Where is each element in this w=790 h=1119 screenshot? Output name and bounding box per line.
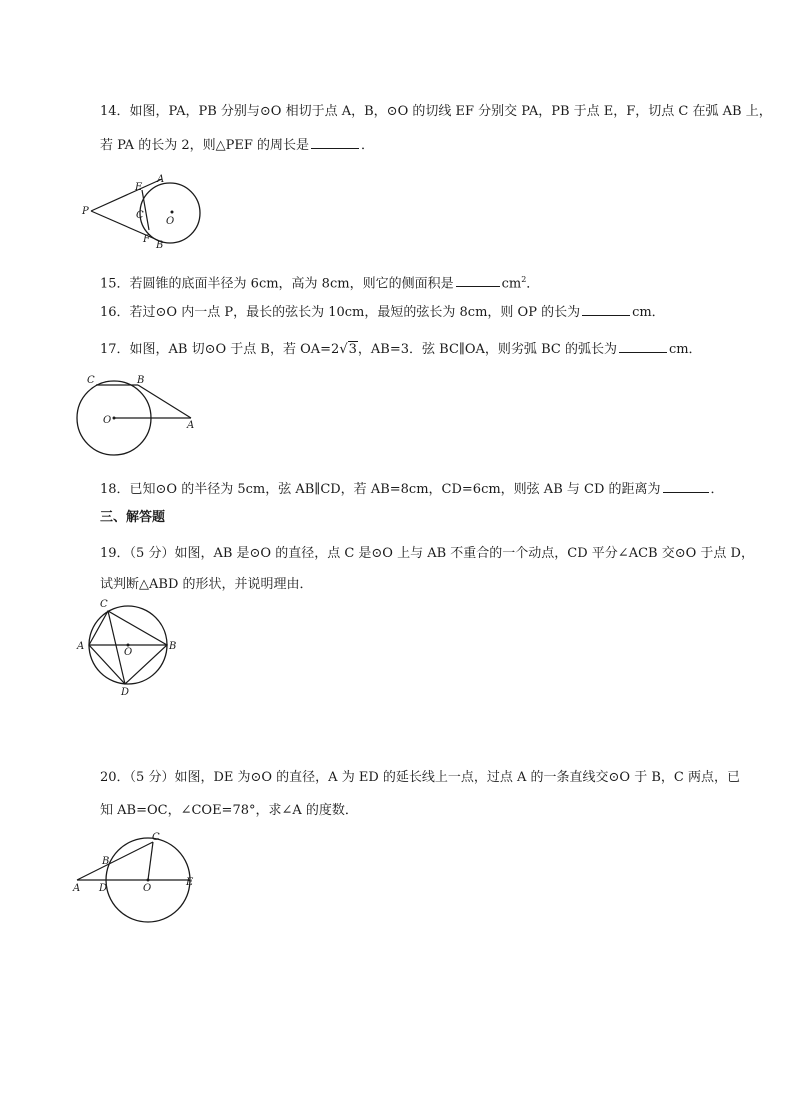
q18-end: ． <box>710 482 724 497</box>
q14-line-pb <box>91 211 162 242</box>
q19-label-b: B <box>169 641 177 652</box>
q19-line2: 试判断△ABD 的形状，并说明理由． <box>100 577 313 592</box>
q14-answer-blank[interactable] <box>311 136 359 149</box>
q19-chord-cd <box>108 611 125 684</box>
q20-line1: 20．（5 分）如图，DE 为⊙O 的直径，A 为 ED 的延长线上一点，过点 A 的一条直线交⊙O 于 B，C 两点，已 <box>100 770 740 785</box>
q17-label-a: A <box>187 420 195 431</box>
q19-label-d: D <box>121 687 130 698</box>
q15-unit-sup: 2 <box>521 275 527 284</box>
q14-figure <box>80 172 210 252</box>
q20-label-o: O <box>143 883 152 894</box>
q20-center-dot <box>147 879 150 882</box>
q17-sqrt-value: 3 <box>348 342 357 357</box>
q19-figure <box>74 598 184 698</box>
q17-text-b: ，AB=3．弦 BC∥OA，则劣弧 BC 的弧长为 <box>357 342 617 357</box>
q16-line <box>100 303 665 321</box>
q20-label-b: B <box>102 856 110 867</box>
q19-label-a: A <box>77 641 85 652</box>
section-heading: 三、解答题 <box>100 510 166 525</box>
q20-line2: 知 AB=OC，∠COE=78°，求∠A 的度数． <box>100 803 358 818</box>
q16-end: cm． <box>632 305 665 320</box>
q19-label-c: C <box>100 599 108 610</box>
q15-answer-blank[interactable] <box>456 274 500 287</box>
q17-answer-blank[interactable] <box>619 340 667 353</box>
q20-label-e: E <box>186 877 194 888</box>
q19-label-o: O <box>124 647 133 658</box>
q17-center-dot <box>113 417 116 420</box>
q18-answer-blank[interactable] <box>663 480 709 493</box>
q14-line2 <box>100 136 374 154</box>
q16-answer-blank[interactable] <box>582 303 630 316</box>
q17-label-c: C <box>87 375 95 386</box>
q20-figure <box>70 830 200 922</box>
q18-line <box>100 480 724 498</box>
q20-label-d: D <box>99 883 108 894</box>
q15-unit: cm <box>501 276 522 292</box>
q14-label-o: O <box>166 216 175 227</box>
q16-text: 16．若过⊙O 内一点 P，最长的弦长为 10cm，最短的弦长为 8cm，则 OP 的长为 <box>100 305 581 320</box>
q17-figure <box>74 372 204 458</box>
q14-line-pa <box>91 179 162 211</box>
q15-end: ． <box>526 276 540 292</box>
q20-label-a: A <box>73 883 81 894</box>
q17-label-o: O <box>103 415 112 426</box>
q20-line-oc <box>148 842 153 880</box>
q14-label-p: P <box>82 206 89 217</box>
q20-line-ac <box>77 842 153 880</box>
q14-label-a: A <box>157 174 165 185</box>
q14-line2-text: 若 PA 的长为 2，则△PEF 的周长是 <box>100 138 309 153</box>
q17-end: cm． <box>668 342 702 357</box>
q17-sqrt: √3 <box>339 342 357 357</box>
q17-line <box>100 340 702 358</box>
q15-line <box>100 272 539 292</box>
q14-label-f: F <box>143 234 150 245</box>
q20-label-c: C <box>152 832 160 843</box>
q15-text: 15．若圆锥的底面半径为 6cm，高为 8cm，则它的侧面积是 <box>100 276 454 292</box>
q17-label-b: B <box>137 375 145 386</box>
q14-line2-end: ． <box>361 138 375 153</box>
q14-label-c: C <box>136 210 144 221</box>
q14-label-e: E <box>135 182 143 193</box>
q14-center-dot <box>171 211 174 214</box>
q18-text: 18．已知⊙O 的半径为 5cm，弦 AB∥CD，若 AB=8cm，CD=6cm，则弦 AB 与 CD 的距离为 <box>100 482 661 497</box>
q14-line1: 14．如图，PA，PB 分别与⊙O 相切于点 A，B，⊙O 的切线 EF 分别交 PA，PB 于点 E，F，切点 C 在弧 AB 上， <box>100 104 772 119</box>
q17-line-ab <box>138 385 191 418</box>
q17-text-a: 17．如图，AB 切⊙O 于点 B，若 OA=2 <box>100 342 340 357</box>
q19-line1: 19．（5 分）如图，AB 是⊙O 的直径，点 C 是⊙O 上与 AB 不重合的一个动点，CD 平分∠ACB 交⊙O 于点 D， <box>100 546 754 561</box>
q14-label-b: B <box>156 240 164 251</box>
